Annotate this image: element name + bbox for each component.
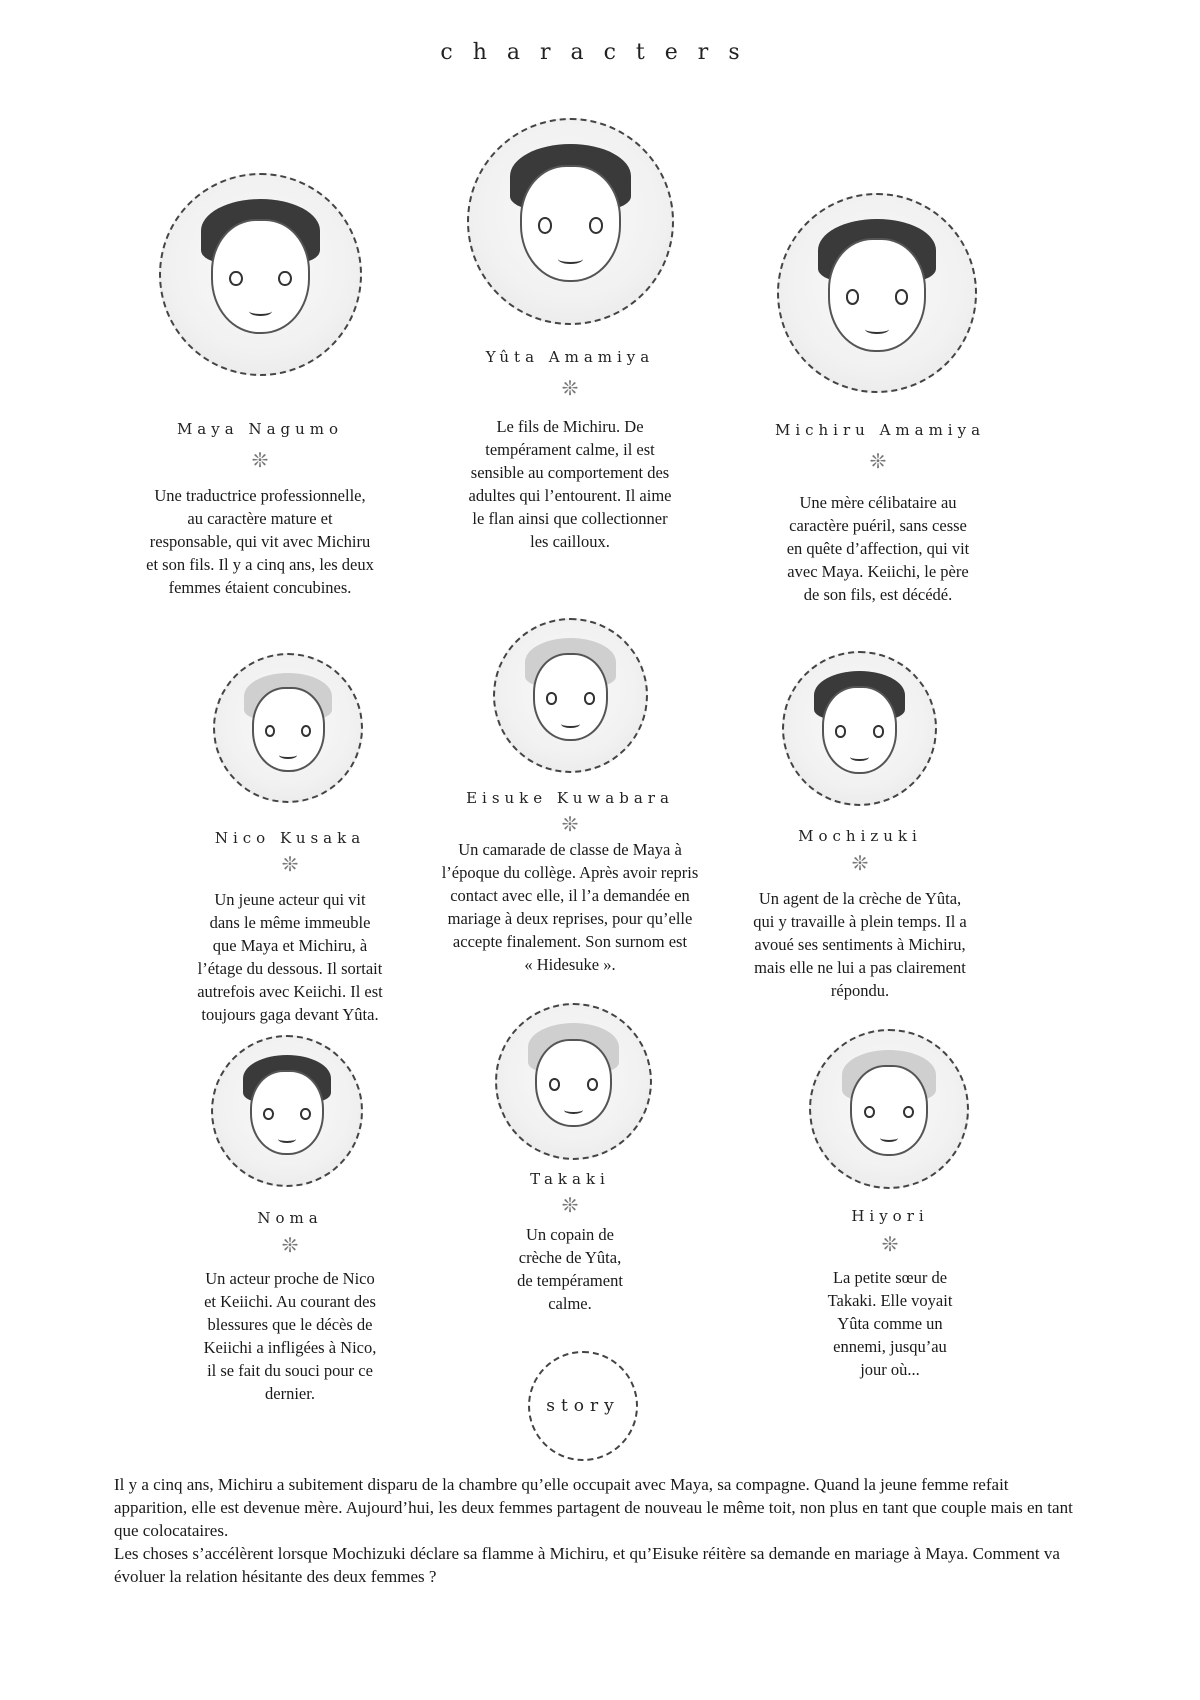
character-description-nico: Un jeune acteur qui vit dans le même immeuble que Maya et Michiru, à l’étage du dessous. Il sortait autrefois avec Keiichi. Il est toujours gaga devant Yûta. [197,890,383,1024]
character-name-takaki: Takaki [530,1170,610,1188]
character-description-eisuke: Un camarade de classe de Maya à l’époque du collège. Après avoir repris contact avec elle, il l’a demandée en mariage à deux reprises, pour qu’elle accepte finalement. Son surnom est « Hidesuke ». [441,840,699,974]
character-name-maya: Maya Nagumo [176,420,344,438]
story-synopsis [114,1473,1078,1588]
flower-ornament-icon: ❊ [561,814,579,836]
character-name-nico: Nico Kusaka [214,829,366,847]
character-description-yuta: Le fils de Michiru. De tempérament calme, il est sensible au comportement des adultes qui l’entourent. Il aime le flan ainsi que collectionner les cailloux. [468,417,672,551]
nico-portrait [213,653,363,803]
character-name-yuta: Yûta Amamiya [485,348,655,366]
flower-ornament-icon: ❊ [281,854,299,876]
flower-ornament-icon: ❊ [251,450,269,472]
page-title: characters [440,40,760,65]
character-description-maya: Une traductrice professionnelle, au caractère mature et responsable, qui vit avec Michiru et son fils. Il y a cinq ans, les deux femmes étaient concubines. [146,486,374,597]
story-badge [528,1351,638,1461]
synopsis-paragraph: Il y a cinq ans, Michiru a subitement disparu de la chambre qu’elle occupait avec Maya, sa compagne. Quand la jeune femme refait apparition, elle est devenue mère. Aujourd’hui, les deux femmes partagent de nouveau le même toit, non plus en tant que couple mais en tant que colocataires. [114,1475,1073,1540]
character-name-eisuke: Eisuke Kuwabara [466,789,674,807]
character-name-mochizuki: Mochizuki [798,827,922,845]
hiyori-portrait [809,1029,969,1189]
maya-portrait [159,173,362,376]
flower-ornament-icon: ❊ [869,451,887,473]
character-name-hiyori: Hiyori [851,1207,929,1225]
character-description-mochizuki: Un agent de la crèche de Yûta, qui y travaille à plein temps. Il a avoué ses sentiments à Michiru, mais elle ne lui a pas clairement répondu. [753,889,967,1000]
flower-ornament-icon: ❊ [561,1195,579,1217]
story-label: story [546,1396,620,1416]
character-name-michiru: Michiru Amamiya [774,421,986,439]
noma-portrait [211,1035,363,1187]
takaki-portrait [495,1003,652,1160]
flower-ornament-icon: ❊ [851,853,869,875]
character-description-takaki: Un copain de crèche de Yûta, de tempérament calme. [517,1225,623,1313]
flower-ornament-icon: ❊ [881,1234,899,1256]
flower-ornament-icon: ❊ [281,1235,299,1257]
mochizuki-portrait [782,651,937,806]
eisuke-portrait [493,618,648,773]
yuta-portrait [467,118,674,325]
character-description-hiyori: La petite sœur de Takaki. Elle voyait Yûta comme un ennemi, jusqu’au jour où... [827,1268,953,1379]
synopsis-paragraph: Les choses s’accélèrent lorsque Mochizuki déclare sa flamme à Michiru, et qu’Eisuke réitère sa demande en mariage à Maya. Comment va évoluer la relation hésitante des deux femmes ? [114,1544,1060,1586]
flower-ornament-icon: ❊ [561,378,579,400]
character-description-noma: Un acteur proche de Nico et Keiichi. Au courant des blessures que le décès de Keiichi a infligées à Nico, il se fait du souci pour ce dernier. [203,1269,377,1403]
character-description-michiru: Une mère célibataire au caractère puéril, sans cesse en quête d’affection, qui vit avec Maya. Keiichi, le père de son fils, est décédé. [786,493,970,604]
character-name-noma: Noma [257,1209,323,1227]
michiru-portrait [777,193,977,393]
